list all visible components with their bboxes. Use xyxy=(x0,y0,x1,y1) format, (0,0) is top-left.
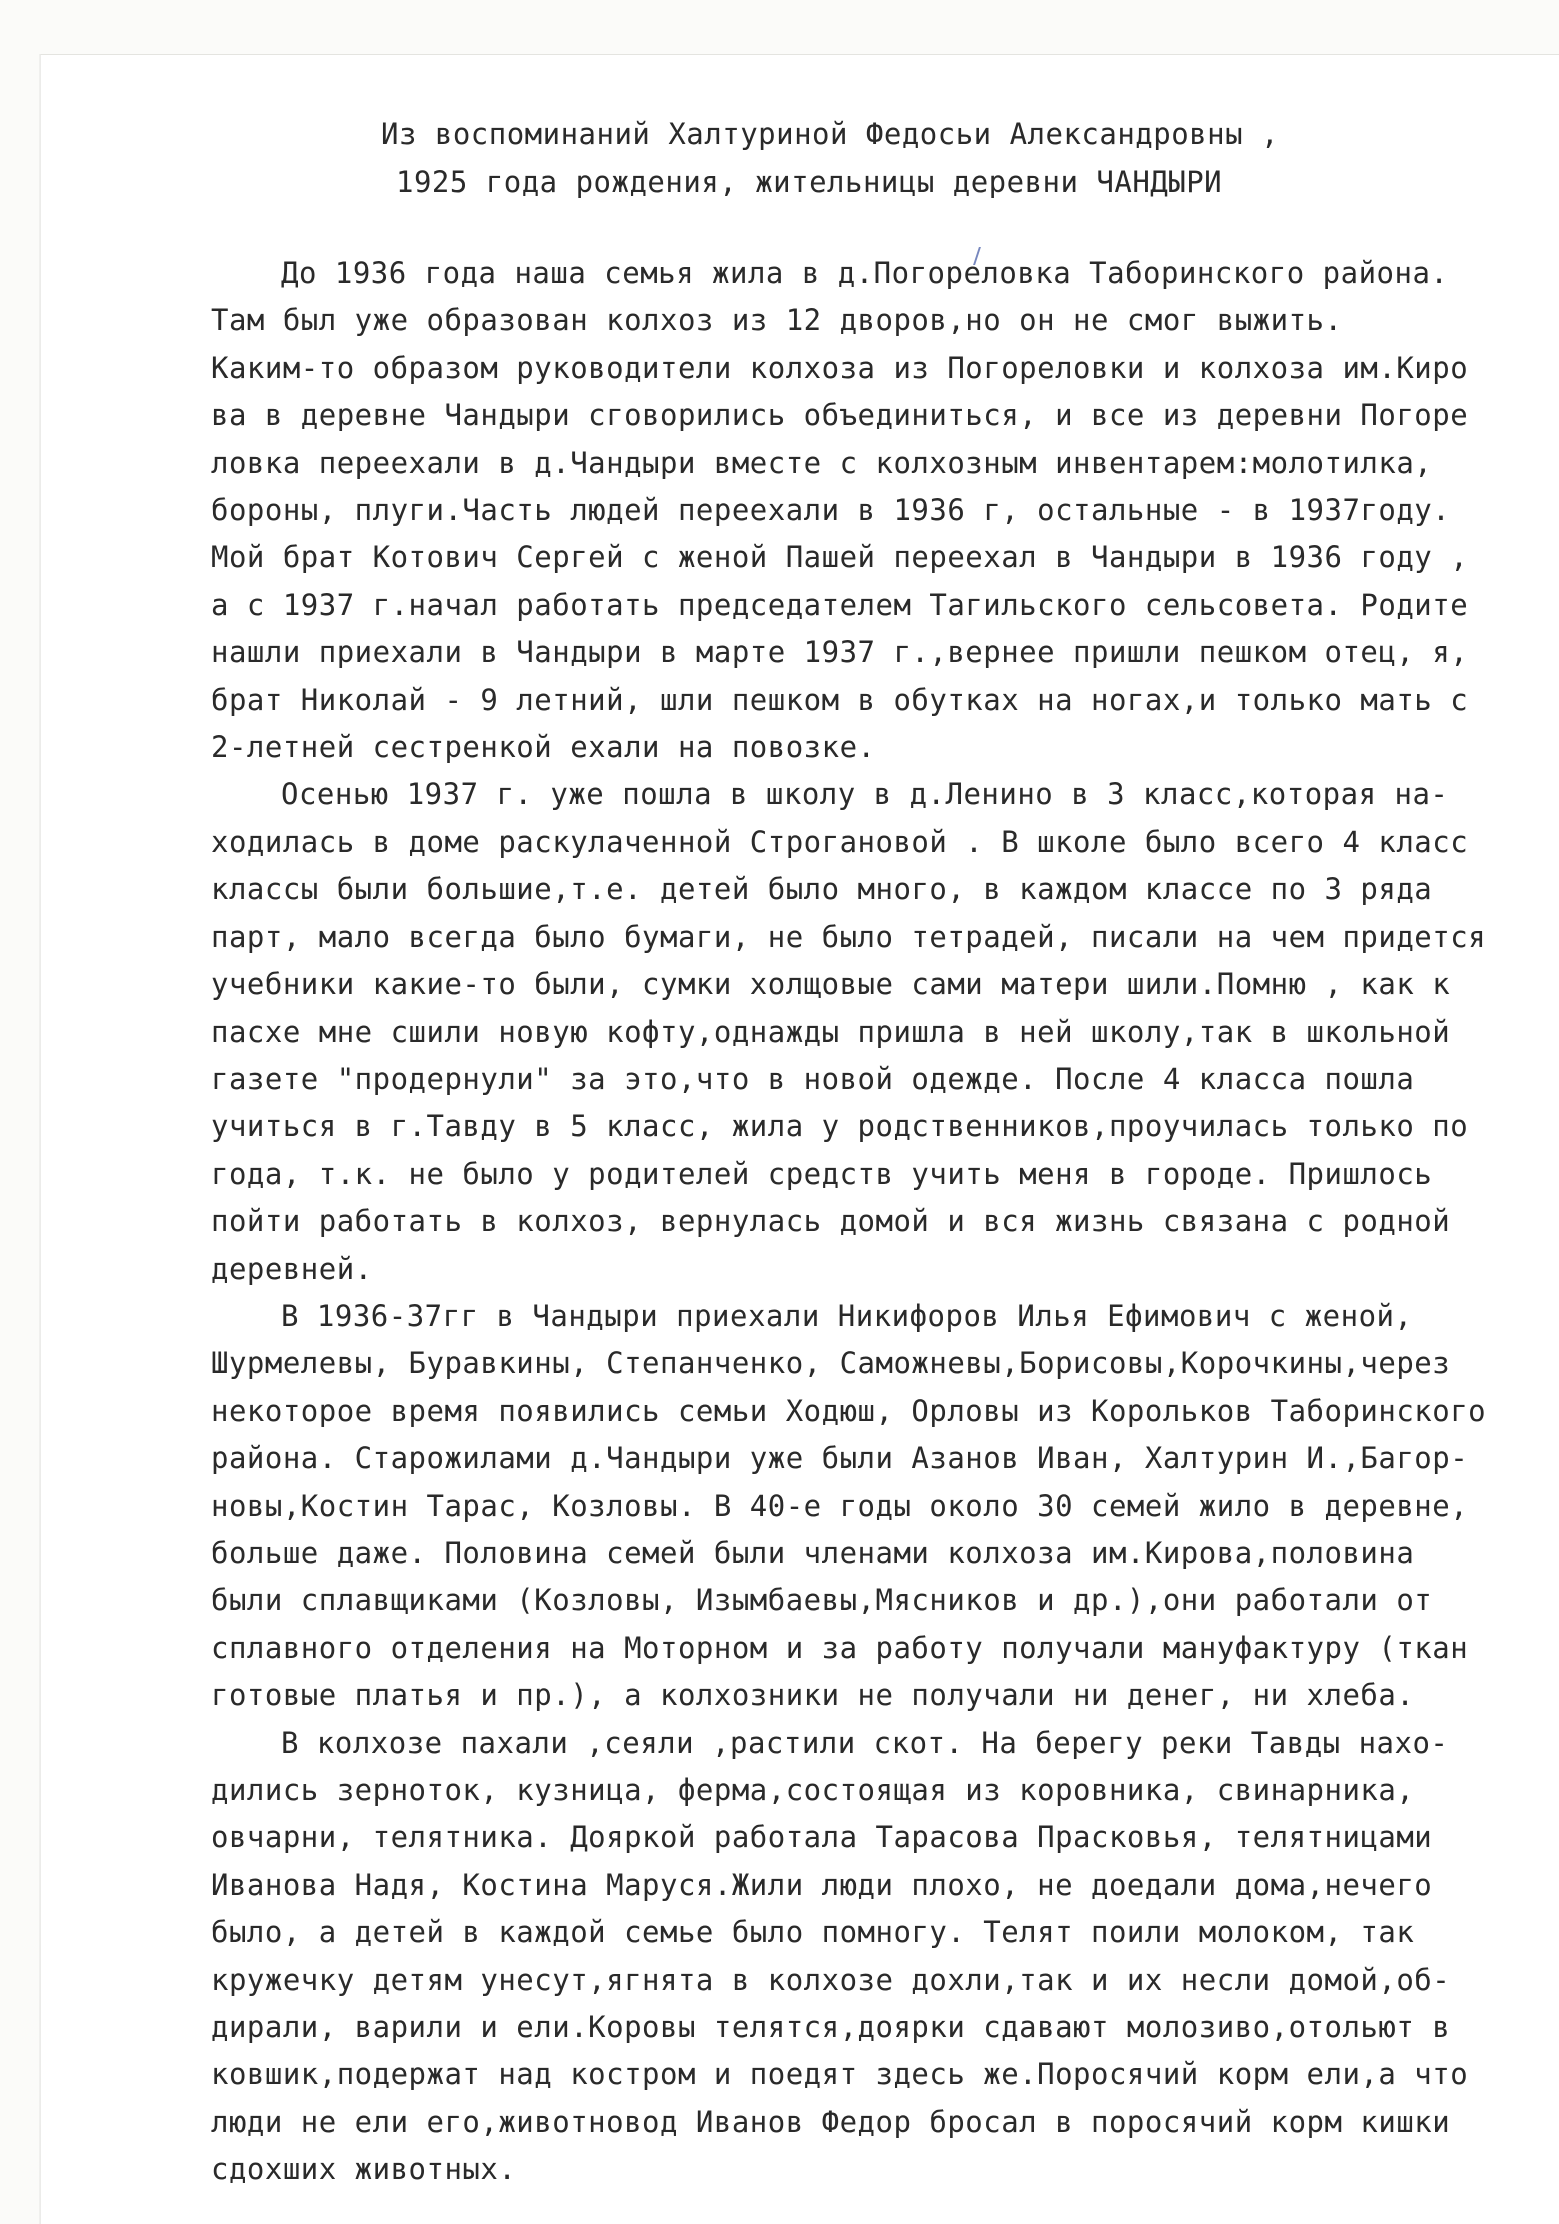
text-line: Осенью 1937 г. уже пошла в школу в д.Ленино в 3 класс,которая на- xyxy=(281,777,1449,812)
text-line: сплавного отделения на Моторном и за работу получали мануфактуру (ткан xyxy=(211,1630,1469,1665)
text-line: было, а детей в каждой семье было помногу. Телят поили молоком, так xyxy=(211,1915,1415,1950)
text-line: В колхозе пахали ,сеяли ,растили скот. На берегу реки Тавды нахо- xyxy=(281,1725,1449,1760)
text-line: ва в деревне Чандыри сговорились объединиться, и все из деревни Погоре xyxy=(211,398,1469,433)
text-line: В 1936-37гг в Чандыри приехали Никифоров Илья Ефимович с женой, xyxy=(281,1298,1413,1333)
text-line: парт, мало всегда было бумаги, не было тетрадей, писали на чем придется xyxy=(211,919,1487,954)
document-page xyxy=(40,54,1559,2224)
text-line: пойти работать в колхоз, вернулась домой и вся жизнь связана с родной xyxy=(211,1204,1451,1239)
text-line: учебники какие-то были, сумки холщовые сами матери шили.Помню , как к xyxy=(211,967,1451,1002)
title-line-1: Из воспоминаний Халтуриной Федосьи Александровны , xyxy=(381,117,1279,151)
text-line: люди не ели его,животновод Иванов Федор бросал в поросячий корм кишки xyxy=(211,2104,1451,2139)
title-line-2: 1925 года рождения, жительницы деревни ЧАНДЫРИ xyxy=(396,165,1223,199)
text-line: нашли приехали в Чандыри в марте 1937 г.,вернее пришли пешком отец, я, xyxy=(211,635,1469,670)
text-line: больше даже. Половина семей были членами колхоза им.Кирова,половина xyxy=(211,1535,1415,1570)
text-line: учиться в г.Тавду в 5 класс, жила у родственников,проучилась только по xyxy=(211,1109,1469,1144)
text-line: газете "продернули" за это,что в новой одежде. После 4 класса пошла xyxy=(211,1061,1415,1096)
paragraph-1 xyxy=(211,250,1559,771)
text-line: Каким-то образом руководители колхоза из Погореловки и колхоза им.Киро xyxy=(211,350,1469,385)
text-line: До 1936 года наша семья жила в д.Погореловка Таборинского района. xyxy=(281,256,1449,290)
paragraph-4 xyxy=(211,1720,1559,2194)
text-line: района. Старожилами д.Чандыри уже были Азанов Иван, Халтурин И.,Багор- xyxy=(211,1441,1469,1476)
text-line: ковшик,подержат над костром и поедят здесь же.Поросячий корм ели,а что xyxy=(211,2057,1469,2092)
text-line: овчарни, телятника. Дояркой работала Тарасова Прасковья, телятницами xyxy=(211,1820,1433,1855)
text-line: сдохших животных. xyxy=(211,2152,517,2187)
text-line: Там был уже образован колхоз из 12 дворов,но он не смог выжить. xyxy=(211,303,1343,338)
text-line: ходилась в доме раскулаченной Строгановой . В школе было всего 4 класс xyxy=(211,824,1469,859)
text-line: были сплавщиками (Козловы, Изымбаевы,Мясников и др.),они работали от xyxy=(211,1583,1433,1618)
paragraph-3 xyxy=(211,1293,1559,1720)
text-line: классы были большие,т.е. детей было много, в каждом классе по 3 ряда xyxy=(211,872,1433,907)
text-line: пасхе мне сшили новую кофту,однажды пришла в ней школу,так в школьной xyxy=(211,1014,1451,1049)
document-body xyxy=(211,250,1559,2194)
text-line: 2-летней сестренкой ехали на повозке. xyxy=(211,730,876,765)
text-line: дирали, варили и ели.Коровы телятся,доярки сдавают молозиво,отольют в xyxy=(211,2010,1451,2045)
paragraph-2 xyxy=(211,771,1559,1292)
text-line: бороны, плуги.Часть людей переехали в 1936 г, остальные - в 1937году. xyxy=(211,493,1451,528)
text-line: года, т.к. не было у родителей средств учить меня в городе. Пришлось xyxy=(211,1156,1433,1191)
text-line: Шурмелевы, Буравкины, Степанченко, Саможневы,Борисовы,Корочкины,через xyxy=(211,1346,1451,1381)
text-line: а с 1937 г.начал работать председателем Тагильского сельсовета. Родите xyxy=(211,587,1469,622)
typewritten-document xyxy=(211,110,1559,2194)
text-line: некоторое время появились семьи Ходюш, Орловы из Корольков Таборинского xyxy=(211,1393,1487,1428)
text-line: Иванова Надя, Костина Маруся.Жили люди плохо, не доедали дома,нечего xyxy=(211,1867,1433,1902)
document-title xyxy=(211,110,1559,206)
text-line: деревней. xyxy=(211,1251,373,1286)
text-line: ловка переехали в д.Чандыри вместе с колхозным инвентарем:молотилка, xyxy=(211,445,1433,480)
text-line: готовые платья и пр.), а колхозники не получали ни денег, ни хлеба. xyxy=(211,1678,1415,1713)
text-line: новы,Костин Тарас, Козловы. В 40-е годы около 30 семей жило в деревне, xyxy=(211,1488,1469,1523)
text-line: Мой брат Котович Сергей с женой Пашей переехал в Чандыри в 1936 году , xyxy=(211,540,1469,575)
text-line: кружечку детям унесут,ягнята в колхозе дохли,так и их несли домой,об- xyxy=(211,1962,1451,1997)
text-line: брат Николай - 9 летний, шли пешком в обутках на ногах,и только мать с xyxy=(211,682,1469,717)
text-line: дились зерноток, кузница, ферма,состоящая из коровника, свинарника, xyxy=(211,1773,1415,1807)
